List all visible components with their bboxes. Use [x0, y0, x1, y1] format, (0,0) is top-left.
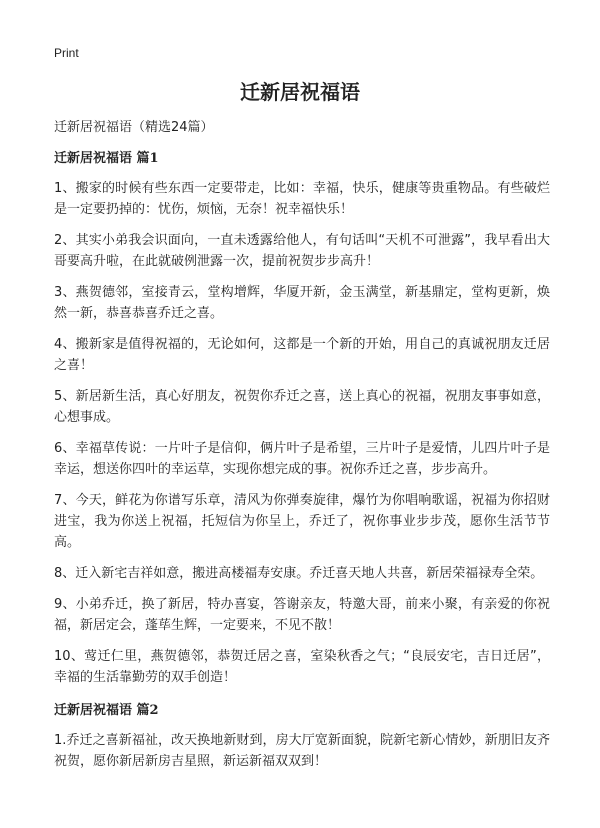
paragraph: 1.乔迁之喜新福祉，改天换地新财到，房大厅宽新面貌，院新宅新心情妙，新朋旧友齐祝贺，愿你新居新房吉星照，新运新福双双到！ [54, 733, 550, 769]
paragraph: 4、搬新家是值得祝福的，无论如何，这都是一个新的开始，用自己的真诚祝朋友迁居之喜！ [54, 337, 550, 373]
paragraph: 9、小弟乔迁，换了新居，特办喜宴，答谢亲友，特邀大哥，前来小聚，有亲爱的你祝福，新居定会，蓬荜生辉，一定要来，不见不散！ [54, 597, 550, 633]
paragraph: 7、今天，鲜花为你谱写乐章，清风为你弹奏旋律，爆竹为你唱响歌谣，祝福为你招财进宝，我为你送上祝福，托短信为你呈上，乔迁了，祝你事业步步茂，愿你生活节节高。 [54, 493, 550, 550]
page-title: 迁新居祝福语 [240, 80, 360, 104]
print-link[interactable]: Print [54, 46, 79, 60]
section-heading: 迁新居祝福语 篇1 [54, 151, 159, 166]
paragraph: 1、搬家的时候有些东西一定要带走，比如：幸福，快乐，健康等贵重物品。有些破烂是一定要扔掉的：忧伤，烦恼，无奈！祝幸福快乐！ [54, 181, 550, 217]
paragraph: 3、燕贺德邻，室接青云，堂构增辉，华厦开新，金玉满堂，新基鼎定，堂构更新，焕然一新，恭喜恭喜乔迁之喜。 [54, 285, 550, 321]
document-body [54, 150, 550, 782]
paragraph: 8、迁入新宅吉祥如意，搬进高楼福寿安康。乔迁喜天地人共喜，新居荣福禄寿全荣。 [54, 566, 544, 581]
paragraph: 10、莺迁仁里，燕贺德邻，恭贺迁居之喜，室染秋香之气；“良辰安宅，吉日迁居”，幸福的生活靠勤劳的双手创造！ [54, 649, 550, 685]
paragraph: 6、幸福草传说：一片叶子是信仰，俩片叶子是希望，三片叶子是爱情，儿四片叶子是幸运，想送你四叶的幸运草，实现你想完成的事。祝你乔迁之喜，步步高升。 [54, 441, 550, 477]
paragraph: 2、其实小弟我会识面向，一直未透露给他人，有句话叫“天机不可泄露”，我早看出大哥要高升啦，在此就破例泄露一次，提前祝贺步步高升！ [54, 233, 550, 269]
section-heading: 迁新居祝福语 篇2 [54, 703, 159, 718]
paragraph: 5、新居新生活，真心好朋友，祝贺你乔迁之喜，送上真心的祝福，祝朋友事事如意，心想事成。 [54, 389, 550, 425]
document-subtitle: 迁新居祝福语（精选24篇） [54, 120, 214, 135]
